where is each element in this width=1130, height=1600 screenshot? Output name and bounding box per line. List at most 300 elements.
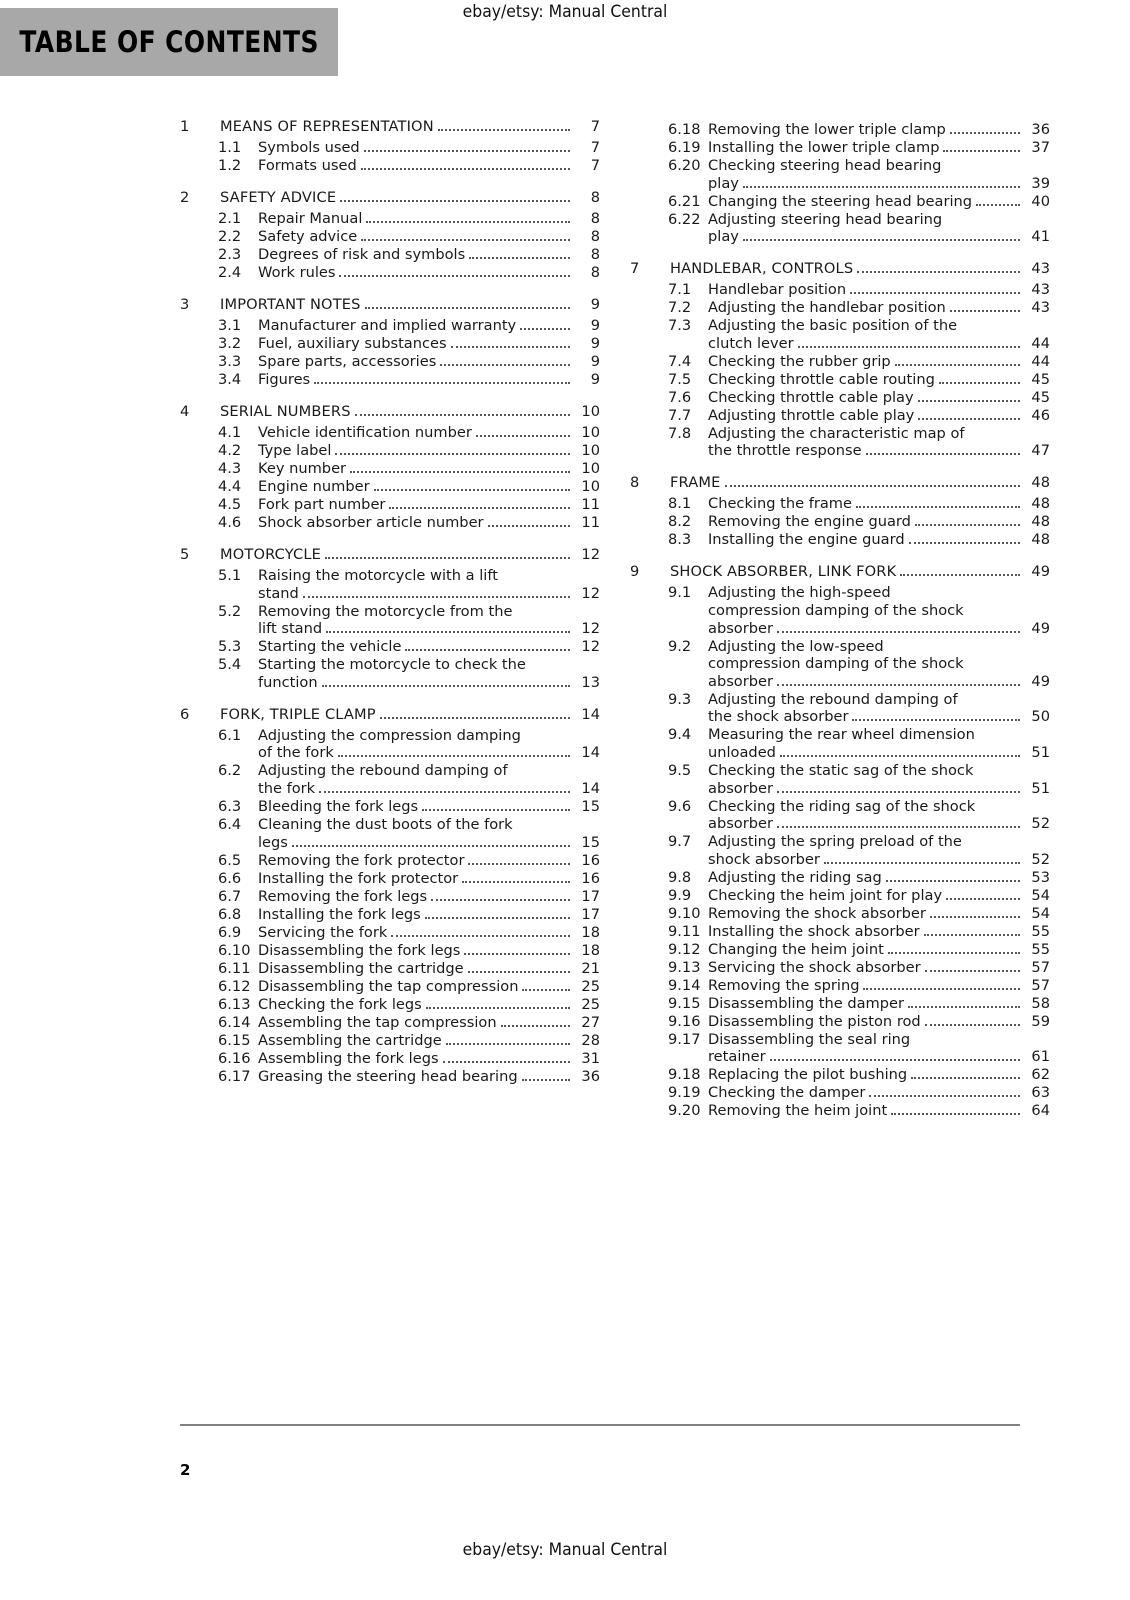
toc-entry-label: Removing the motorcycle from the (258, 602, 513, 620)
toc-entry-page: 59 (1031, 1012, 1050, 1030)
toc-entry-number: 9.9 (668, 886, 692, 904)
toc-entry-row[interactable] (630, 868, 1050, 886)
toc-entry-row[interactable] (630, 601, 1050, 619)
toc-entry-label: the throttle response (708, 442, 862, 460)
toc-entry-label: Disassembling the seal ring (708, 1030, 911, 1048)
toc-leader-dots (501, 1025, 570, 1027)
toc-leader-dots (888, 952, 1020, 954)
toc-entry-page: 28 (581, 1031, 600, 1049)
toc-leader-dots (924, 934, 1020, 936)
toc-entry-page: 8 (590, 228, 600, 245)
toc-entry-page: 9 (590, 353, 600, 370)
toc-entry-number: 9.4 (668, 726, 692, 744)
toc-entry-row[interactable] (180, 266, 600, 281)
toc-entry-label: Removing the lower triple clamp (708, 121, 946, 138)
toc-chapter-label: HANDLEBAR, CONTROLS (670, 260, 854, 278)
toc-entry-label: Disassembling the tap compression (258, 977, 519, 995)
toc-entry-row[interactable] (630, 388, 1050, 406)
toc-entry-label: Adjusting the high-speed (708, 584, 891, 602)
toc-entry-number: 3.2 (218, 335, 242, 352)
toc-entry-row[interactable] (180, 815, 600, 833)
toc-leader-dots (915, 524, 1020, 526)
toc-leader-dots (338, 755, 570, 757)
toc-entry-number: 6.21 (668, 192, 701, 210)
toc-entry-label: Removing the heim joint (708, 1102, 888, 1120)
toc-leader-dots (350, 471, 570, 473)
toc-entry-row[interactable] (180, 887, 600, 905)
toc-entry-page: 40 (1031, 192, 1050, 210)
toc-entry-page: 44 (1031, 334, 1050, 352)
toc-chapter-number: 3 (180, 296, 190, 313)
toc-entry-page: 10 (581, 442, 600, 459)
toc-entry-row[interactable] (630, 797, 1050, 815)
toc-entry-label: Removing the spring (708, 976, 860, 994)
toc-entry-label: Servicing the shock absorber (708, 958, 921, 976)
toc-leader-dots (743, 239, 1020, 241)
toc-entry-row[interactable] (180, 426, 600, 441)
toc-entry-page: 43 (1031, 281, 1050, 299)
toc-entry-label: Adjusting the characteristic map of (708, 424, 965, 442)
toc-entry-label: clutch lever (708, 334, 794, 352)
toc-leader-dots (976, 204, 1020, 206)
toc-entry-number: 9.19 (668, 1084, 701, 1102)
page-title-band (0, 8, 338, 76)
toc-leader-dots (425, 917, 570, 919)
toc-entry-page: 12 (581, 620, 600, 638)
toc-entry-row[interactable] (630, 444, 1050, 459)
toc-entry-row[interactable] (180, 640, 600, 655)
toc-entry-number: 7.4 (668, 352, 692, 370)
toc-entry-row[interactable] (180, 622, 600, 637)
toc-entry-row[interactable] (630, 406, 1050, 424)
toc-entry-number: 4.5 (218, 496, 242, 513)
toc-entry-page: 18 (581, 941, 600, 959)
toc-entry-label: absorber (708, 619, 773, 637)
toc-entry-row[interactable] (630, 159, 1050, 174)
toc-entry-row[interactable] (180, 319, 600, 334)
toc-entry-row[interactable] (630, 533, 1050, 548)
toc-entry-row[interactable] (630, 817, 1050, 832)
toc-entry-row[interactable] (630, 192, 1050, 210)
toc-entry-number: 7.7 (668, 406, 692, 424)
toc-entry-page: 53 (1031, 868, 1050, 886)
toc-entry-row[interactable] (630, 690, 1050, 708)
toc-entry-page: 7 (590, 139, 600, 156)
toc-column-left (180, 120, 600, 1119)
toc-leader-dots (431, 899, 570, 901)
toc-entry-number: 9.2 (668, 637, 692, 655)
toc-leader-dots (469, 257, 570, 259)
toc-chapter-page: 14 (581, 705, 600, 723)
toc-leader-dots (319, 791, 570, 793)
toc-entry-number: 7.3 (668, 317, 692, 335)
toc-entry-number: 6.5 (218, 851, 242, 869)
toc-chapter-page: 10 (581, 403, 600, 420)
toc-entry-row[interactable] (630, 319, 1050, 334)
toc-entry-row[interactable] (630, 976, 1050, 994)
toc-entry-row[interactable] (180, 726, 600, 744)
toc-entry-page: 12 (581, 584, 600, 602)
toc-entry-row[interactable] (630, 497, 1050, 512)
toc-entry-row[interactable] (180, 764, 600, 779)
toc-entry-row[interactable] (630, 123, 1050, 138)
toc-chapter-row[interactable] (630, 565, 1050, 580)
toc-entry-label: Shock absorber article number (258, 514, 484, 531)
toc-leader-dots (950, 310, 1020, 312)
toc-leader-dots (520, 328, 570, 330)
toc-entry-row[interactable] (180, 673, 600, 691)
toc-chapter-row[interactable] (630, 262, 1050, 277)
toc-entry-row[interactable] (630, 515, 1050, 530)
toc-entry-page: 8 (590, 264, 600, 281)
toc-chapter-row[interactable] (180, 405, 600, 420)
toc-entry-label: Key number (258, 460, 347, 477)
toc-entry-row[interactable] (630, 850, 1050, 868)
toc-entry-row[interactable] (630, 1050, 1050, 1065)
toc-leader-dots (391, 935, 570, 937)
footer-divider (180, 1424, 1020, 1426)
toc-entry-number: 6.14 (218, 1013, 251, 1031)
toc-entry-label: absorber (708, 779, 773, 797)
toc-entry-row[interactable] (630, 657, 1050, 672)
toc-chapter (180, 120, 600, 174)
toc-entry-row[interactable] (180, 1031, 600, 1049)
toc-leader-dots (908, 1006, 1020, 1008)
toc-leader-dots (422, 809, 570, 811)
toc-entry-label: Changing the steering head bearing (708, 192, 973, 210)
toc-entry-row[interactable] (630, 352, 1050, 370)
toc-entry-label: Installing the shock absorber (708, 922, 920, 940)
toc-entry-page: 13 (581, 673, 600, 691)
toc-entry-row[interactable] (630, 370, 1050, 388)
toc-entry-label: shock absorber (708, 850, 820, 868)
toc-entry-label: Checking throttle cable play (708, 388, 914, 406)
toc-entry-label: Raising the motorcycle with a lift (258, 567, 498, 584)
toc-entry-label: Cleaning the dust boots of the fork (258, 815, 513, 833)
toc-entry-number: 5.1 (218, 567, 242, 584)
toc-entry-row[interactable] (180, 159, 600, 174)
toc-entry-label: Formats used (258, 157, 357, 174)
toc-entry-row[interactable] (180, 480, 600, 495)
toc-chapter (630, 262, 1050, 459)
toc-leader-dots (770, 1059, 1020, 1061)
page-number: 2 (180, 1461, 191, 1479)
toc-entry-label: Figures (258, 371, 311, 388)
toc-entry-row[interactable] (630, 230, 1050, 245)
toc-entry-row[interactable] (180, 923, 600, 941)
toc-entry-number: 2.4 (218, 264, 242, 281)
toc-entry-row[interactable] (630, 940, 1050, 958)
toc-entry-label: legs (258, 833, 288, 851)
toc-entry-label: Installing the engine guard (708, 531, 905, 549)
toc-leader-dots (911, 1077, 1020, 1079)
toc-entry-number: 7.1 (668, 281, 692, 299)
toc-entry-row[interactable] (630, 779, 1050, 797)
toc-entry-row[interactable] (180, 1013, 600, 1031)
toc-entry-row[interactable] (630, 1104, 1050, 1119)
toc-entry-page: 45 (1031, 370, 1050, 388)
toc-leader-dots (335, 453, 570, 455)
toc-entry-row[interactable] (180, 1049, 600, 1067)
toc-entry-row[interactable] (180, 444, 600, 459)
toc-entry-row[interactable] (630, 424, 1050, 442)
toc-entry-number: 7.2 (668, 299, 692, 317)
toc-leader-dots (900, 574, 1020, 576)
toc-entry-number: 5.4 (218, 656, 242, 674)
toc-leader-dots (522, 989, 570, 991)
toc-entry-row[interactable] (180, 373, 600, 388)
toc-entry-row[interactable] (180, 905, 600, 923)
toc-entry-label: Checking the fork legs (258, 995, 422, 1013)
toc-entry-row[interactable] (180, 851, 600, 869)
toc-entry-number: 6.9 (218, 923, 242, 941)
toc-entry-label: Disassembling the cartridge (258, 959, 464, 977)
toc-entry-row[interactable] (630, 1012, 1050, 1030)
toc-entry-page: 9 (590, 371, 600, 388)
toc-leader-dots (856, 506, 1020, 508)
toc-entry-row[interactable] (630, 994, 1050, 1012)
toc-leader-dots (777, 791, 1020, 793)
toc-entry-number: 6.19 (668, 139, 701, 156)
toc-entry-number: 9.1 (668, 584, 692, 602)
toc-entry-row[interactable] (630, 334, 1050, 352)
toc-entry-page: 50 (1031, 708, 1050, 726)
toc-leader-dots (488, 525, 570, 527)
toc-chapter-row[interactable] (180, 191, 600, 206)
toc-entry-label: Removing the fork legs (258, 887, 428, 905)
toc-chapter-row[interactable] (630, 476, 1050, 491)
toc-entry-row[interactable] (630, 743, 1050, 761)
toc-leader-dots (364, 150, 570, 152)
toc-entry-label: Adjusting the basic position of the (708, 317, 958, 335)
toc-entry-row[interactable] (180, 1067, 600, 1085)
toc-entry-number: 6.11 (218, 959, 251, 977)
toc-entry-row[interactable] (180, 658, 600, 673)
toc-entry-number: 4.3 (218, 460, 242, 477)
toc-entry-row[interactable] (630, 619, 1050, 637)
toc-chapter-page: 8 (590, 189, 600, 206)
toc-entry-row[interactable] (630, 922, 1050, 940)
toc-entry-row[interactable] (180, 212, 600, 227)
toc-entry-label: Disassembling the fork legs (258, 941, 461, 959)
toc-chapter-row[interactable] (180, 705, 600, 723)
toc-entry-number: 6.7 (218, 887, 242, 905)
toc-entry-row[interactable] (630, 835, 1050, 850)
toc-entry-row[interactable] (180, 230, 600, 245)
toc-entry-row[interactable] (630, 1086, 1050, 1101)
toc-leader-dots (850, 292, 1020, 294)
toc-entry-page: 51 (1031, 743, 1050, 761)
toc-entry-row[interactable] (630, 637, 1050, 655)
toc-leader-dots (895, 364, 1020, 366)
toc-chapter (630, 565, 1050, 1119)
toc-entry-number: 1.1 (218, 139, 242, 156)
page-title: TABLE OF CONTENTS (19, 25, 319, 59)
toc-entry-row[interactable] (630, 1068, 1050, 1083)
toc-entry-row[interactable] (630, 761, 1050, 779)
toc-entry-page: 46 (1031, 406, 1050, 424)
toc-entry-label: Servicing the fork (258, 923, 388, 941)
toc-entry-label: Adjusting the compression damping (258, 726, 521, 744)
toc-entry-number: 9.16 (668, 1012, 701, 1030)
toc-chapter (180, 191, 600, 281)
toc-entry-row[interactable] (630, 174, 1050, 192)
toc-entry-row[interactable] (180, 959, 600, 977)
toc-entry-number: 6.4 (218, 815, 242, 833)
toc-entry-number: 9.7 (668, 833, 692, 851)
toc-entry-number: 6.12 (218, 977, 251, 995)
toc-entry-row[interactable] (180, 941, 600, 959)
toc-entry-number: 7.8 (668, 424, 692, 442)
toc-entry-row[interactable] (180, 602, 600, 620)
toc-entry-page: 54 (1031, 904, 1050, 922)
toc-entry-row[interactable] (180, 569, 600, 584)
toc-entry-number: 9.5 (668, 761, 692, 779)
toc-entry-number: 3.3 (218, 353, 242, 370)
toc-entry-page: 55 (1031, 922, 1050, 940)
toc-entry-row[interactable] (630, 1030, 1050, 1048)
toc-entry-label: Checking the frame (708, 495, 852, 513)
toc-entry-page: 49 (1031, 672, 1050, 690)
toc-leader-dots (925, 970, 1020, 972)
toc-entry-row[interactable] (180, 516, 600, 531)
toc-entry-label: Safety advice (258, 228, 358, 245)
toc-leader-dots (325, 557, 570, 559)
toc-entry-row[interactable] (180, 584, 600, 602)
toc-leader-dots (863, 988, 1020, 990)
toc-entry-label: Starting the vehicle (258, 638, 402, 656)
toc-entry-label: Greasing the steering head bearing (258, 1067, 518, 1085)
toc-entry-label: Measuring the rear wheel dimension (708, 726, 975, 744)
toc-entry-number: 9.11 (668, 922, 701, 940)
toc-entry-label: Checking the rubber grip (708, 352, 891, 370)
toc-entry-number: 2.2 (218, 228, 242, 245)
toc-entry-row[interactable] (180, 248, 600, 263)
toc-entry-page: 8 (590, 210, 600, 227)
toc-entry-label: Adjusting steering head bearing (708, 210, 943, 228)
toc-entry-row[interactable] (180, 746, 600, 761)
toc-leader-dots (939, 382, 1020, 384)
toc-entry-number: 5.2 (218, 602, 242, 620)
toc-entry-label: play (708, 228, 739, 246)
toc-leader-dots (869, 1095, 1020, 1097)
toc-entry-number: 6.16 (218, 1049, 251, 1067)
toc-leader-dots (930, 916, 1020, 918)
toc-entry-page: 21 (581, 959, 600, 977)
toc-entry-label: Assembling the tap compression (258, 1013, 497, 1031)
toc-leader-dots (355, 414, 570, 416)
toc-entry-number: 6.3 (218, 797, 242, 815)
toc-entry-row[interactable] (630, 904, 1050, 922)
toc-chapter-row[interactable] (180, 298, 600, 313)
toc-chapter (180, 548, 600, 691)
toc-chapter-label: SERIAL NUMBERS (220, 403, 351, 420)
toc-entry-row[interactable] (180, 337, 600, 352)
toc-chapter-label: FORK, TRIPLE CLAMP (220, 705, 376, 723)
toc-entry-row[interactable] (180, 779, 600, 797)
toc-entry-label: the shock absorber (708, 708, 849, 726)
toc-entry-row[interactable] (180, 833, 600, 851)
toc-entry-row[interactable] (630, 210, 1050, 228)
toc-entry-label: retainer (708, 1048, 766, 1066)
toc-entry-row[interactable] (630, 728, 1050, 743)
toc-entry-row[interactable] (630, 886, 1050, 904)
toc-entry-number: 6.22 (668, 210, 701, 228)
toc-chapter-page: 43 (1031, 260, 1050, 278)
toc-entry-row[interactable] (180, 977, 600, 995)
toc-entry-number: 6.1 (218, 726, 242, 744)
toc-entry-page: 44 (1031, 352, 1050, 370)
toc-entry-row[interactable] (630, 301, 1050, 316)
toc-entry-label: Adjusting the handlebar position (708, 299, 946, 317)
table-of-contents (0, 120, 1130, 1119)
toc-entry-label: Fork part number (258, 496, 386, 513)
toc-leader-dots (909, 542, 1020, 544)
toc-entry-number: 6.10 (218, 941, 251, 959)
watermark-bottom: ebay/etsy: Manual Central (462, 1540, 668, 1560)
toc-leader-dots (339, 275, 570, 277)
toc-entry-row[interactable] (630, 710, 1050, 725)
toc-chapter-label: SHOCK ABSORBER, LINK FORK (670, 563, 897, 581)
toc-entry-number: 9.15 (668, 994, 701, 1012)
toc-entry-page: 15 (581, 797, 600, 815)
toc-entry-row[interactable] (180, 141, 600, 156)
toc-entry-row[interactable] (180, 995, 600, 1013)
toc-leader-dots (438, 129, 570, 131)
toc-entry-label: Adjusting throttle cable play (708, 406, 915, 424)
toc-entry-label: of the fork (258, 744, 334, 762)
toc-entry-label: Checking the damper (708, 1084, 866, 1102)
toc-entry-number: 4.4 (218, 478, 242, 495)
toc-chapter-row[interactable] (180, 548, 600, 563)
toc-leader-dots (292, 845, 570, 847)
toc-chapter-number: 5 (180, 546, 190, 563)
toc-entry-row[interactable] (180, 797, 600, 815)
toc-entry-row[interactable] (180, 498, 600, 513)
toc-entry-page: 27 (581, 1013, 600, 1031)
toc-entry-row[interactable] (630, 586, 1050, 601)
toc-entry-row[interactable] (630, 672, 1050, 690)
toc-entry-label: Fuel, auxiliary substances (258, 335, 447, 352)
toc-entry-row[interactable] (180, 869, 600, 887)
toc-chapter-page: 12 (581, 546, 600, 563)
toc-entry-row[interactable] (180, 462, 600, 477)
toc-entry-number: 7.6 (668, 388, 692, 406)
toc-chapter-number: 8 (630, 474, 640, 492)
toc-entry-page: 62 (1031, 1066, 1050, 1084)
toc-chapter-number: 7 (630, 260, 640, 278)
toc-entry-label: Engine number (258, 478, 370, 495)
toc-entry-number: 1.2 (218, 157, 242, 174)
toc-entry-row[interactable] (630, 958, 1050, 976)
toc-entry-row[interactable] (630, 283, 1050, 298)
toc-entry-row[interactable] (630, 141, 1050, 156)
toc-entry-label: Adjusting the rebound damping of (708, 690, 958, 708)
toc-chapter-number: 9 (630, 563, 640, 581)
toc-entry-page: 57 (1031, 958, 1050, 976)
toc-leader-dots (361, 239, 570, 241)
toc-chapter-row[interactable] (180, 120, 600, 135)
toc-entry-page: 37 (1031, 139, 1050, 156)
toc-entry-number: 3.4 (218, 371, 242, 388)
toc-entry-row[interactable] (180, 355, 600, 370)
toc-leader-dots (405, 649, 570, 651)
toc-entry-number: 6.13 (218, 995, 251, 1013)
toc-entry-page: 10 (581, 460, 600, 477)
toc-leader-dots (326, 631, 570, 633)
toc-leader-dots (857, 271, 1020, 273)
toc-entry-page: 51 (1031, 779, 1050, 797)
